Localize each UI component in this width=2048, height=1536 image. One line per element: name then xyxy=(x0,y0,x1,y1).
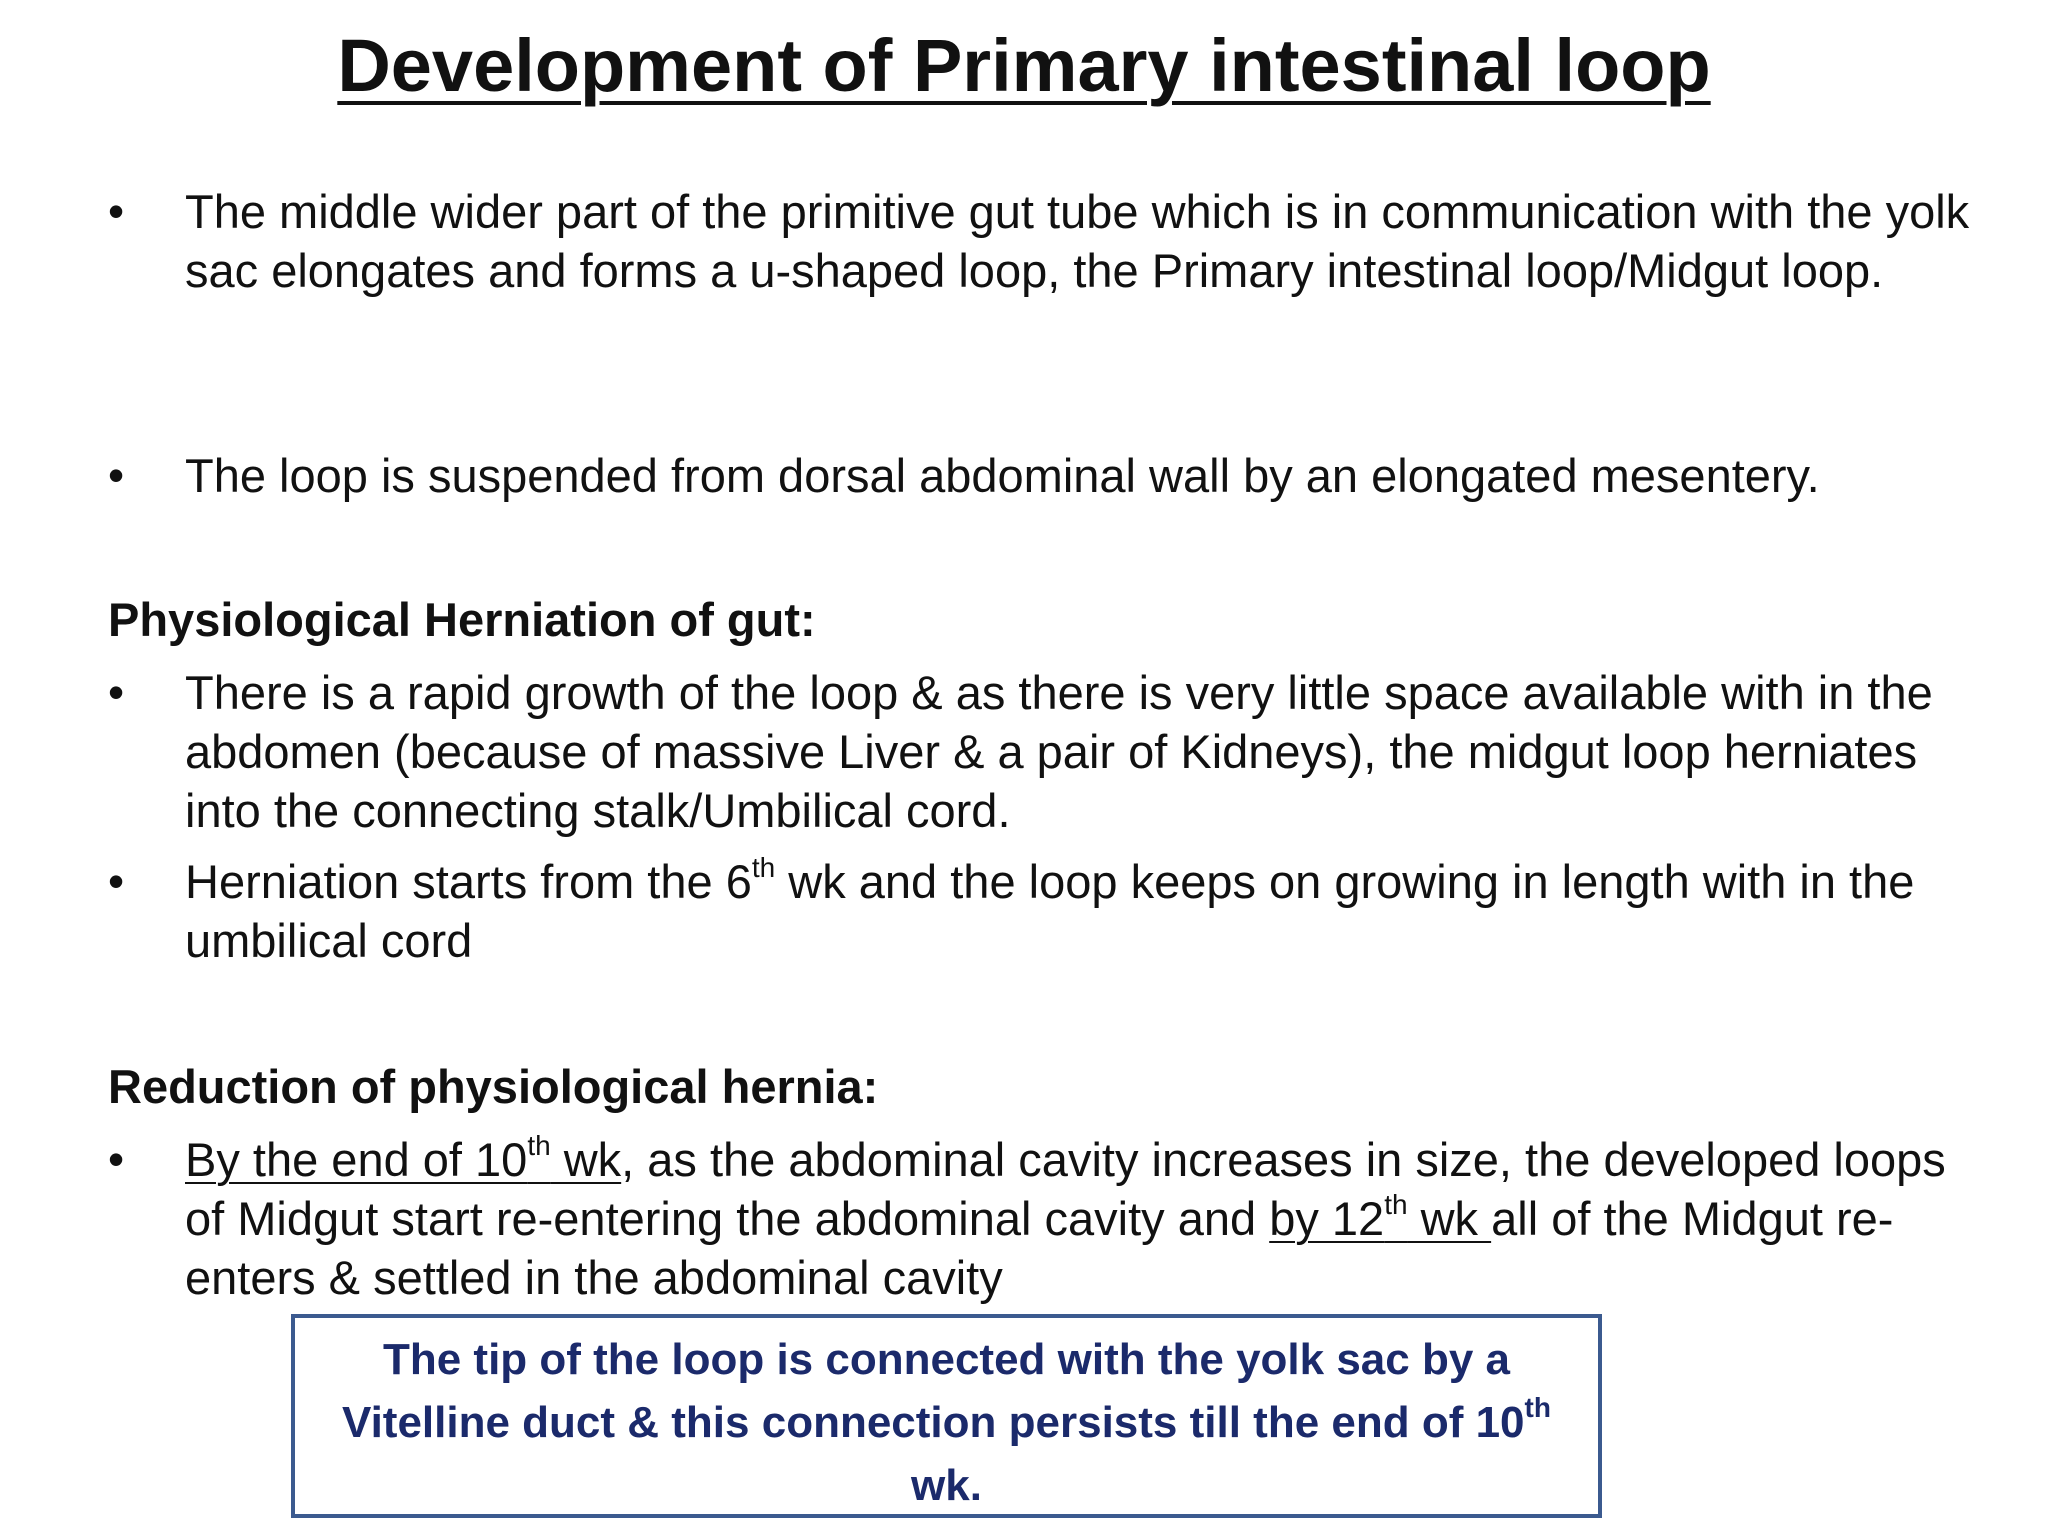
vitelline-duct-note-box xyxy=(291,1314,1602,1518)
note-line-2 xyxy=(315,1391,1578,1454)
herniation-start-text: Herniation starts from the 6 xyxy=(185,855,752,908)
ordinal-suffix: th xyxy=(527,1130,551,1162)
herniation-start-text-rest: wk and the loop keeps on growing in length with in the umbilical cord xyxy=(185,855,1915,967)
section-heading-reduction: Reduction of physiological hernia: xyxy=(108,1060,879,1113)
herniation-bullet-start xyxy=(185,852,1985,970)
section-heading-herniation: Physiological Herniation of gut: xyxy=(108,593,816,646)
ordinal-suffix: th xyxy=(751,852,776,884)
intro-bullet-mesentery: The loop is suspended from dorsal abdominal wall by an elongated mesentery. xyxy=(185,449,1820,502)
reduction-bullet xyxy=(185,1130,1985,1307)
reduction-week12-text: by 12 xyxy=(1269,1192,1385,1245)
bullet-marker: • xyxy=(108,666,125,718)
herniation-bullet-rapid-growth: There is a rapid growth of the loop & as there is very little space available with in the abdomen (because of massive Liver & a pair of Kidneys), the midgut loop herniates into the connecting stalk/Umbilical cord. xyxy=(185,666,1933,837)
ordinal-suffix: th xyxy=(1524,1392,1551,1424)
reduction-middle-text: , as the abdominal cavity increases in size, the developed loops of Midgut start re-entering the abdominal cavity and xyxy=(185,1133,1946,1245)
reduction-end-text: all of the Midgut re-enters & settled in the abdominal cavity xyxy=(185,1192,1894,1304)
bullet-marker: • xyxy=(108,855,125,907)
reduction-week10-unit: wk xyxy=(550,1133,622,1186)
bullet-marker: • xyxy=(108,185,125,237)
bullet-marker: • xyxy=(108,1133,125,1185)
note-line-3: wk. xyxy=(911,1461,982,1510)
reduction-week10-text: By the end of 10 xyxy=(185,1133,528,1186)
reduction-week10-underlined xyxy=(185,1130,622,1186)
note-line-1: The tip of the loop is connected with the yolk sac by a xyxy=(382,1335,1511,1384)
bullet-marker: • xyxy=(108,449,125,501)
ordinal-suffix: th xyxy=(1384,1189,1408,1221)
intro-bullet-midgut-loop: The middle wider part of the primitive gut tube which is in communication with the yolk sac elongates and forms a u-shaped loop, the Primary intestinal loop/Midgut loop. xyxy=(185,185,1970,297)
reduction-week12-underlined xyxy=(1269,1189,1492,1245)
reduction-week12-unit: wk xyxy=(1407,1192,1492,1245)
slide-title: Development of Primary intestinal loop xyxy=(337,24,1711,107)
note-line-2-text: Vitelline duct & this connection persists till the end of 10 xyxy=(342,1398,1525,1447)
